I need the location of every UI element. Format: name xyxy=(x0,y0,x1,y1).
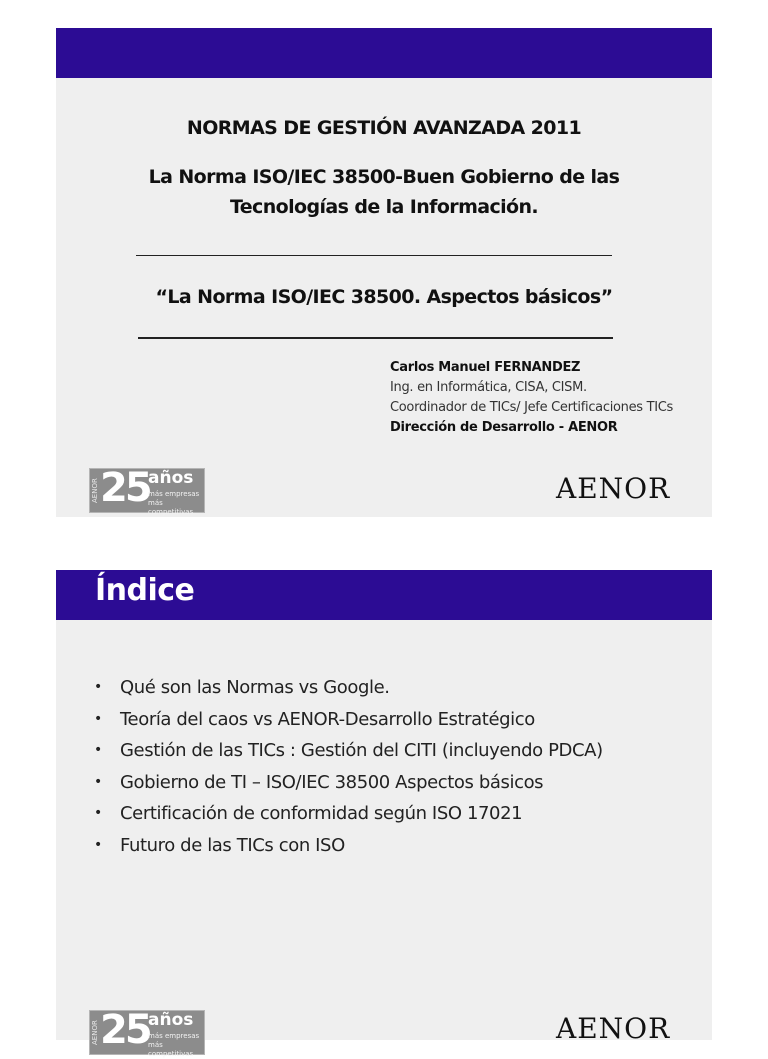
logo-tagline-1: más empresas xyxy=(148,490,200,498)
presentation-quote: “La Norma ISO/IEC 38500. Aspectos básicos” xyxy=(155,286,613,308)
anniversary-logo xyxy=(89,1007,205,1058)
logo-word: años xyxy=(148,1010,194,1030)
logo-tagline xyxy=(148,1032,204,1059)
author-block xyxy=(390,358,673,438)
list-item: • Teoría del caos vs AENOR-Desarrollo Estratégico xyxy=(92,704,603,736)
bullet-icon: • xyxy=(94,710,102,727)
list-item: • Gestión de las TICs : Gestión del CITI (incluyendo PDCA) xyxy=(92,735,603,767)
logo-tagline-2: más competitivas xyxy=(148,499,194,516)
divider-bottom xyxy=(138,337,613,339)
logo-tagline-2: más competitivas xyxy=(148,1041,194,1058)
bullet-icon: • xyxy=(94,742,102,758)
aenor-brand-logo: AENOR xyxy=(556,1012,671,1045)
logo-side-text: AENOR xyxy=(91,478,99,504)
slide-index xyxy=(56,570,712,1058)
aenor-brand-logo: AENOR xyxy=(556,472,671,505)
bullet-icon: • xyxy=(94,805,102,821)
presentation-subtitle xyxy=(56,162,712,222)
list-item: • Qué son las Normas vs Google. xyxy=(92,672,603,704)
logo-word: años xyxy=(148,468,194,488)
author-role: Coordinador de TICs/ Jefe Certificaciones TICs xyxy=(390,400,674,415)
bullet-icon: • xyxy=(94,836,102,853)
bullet-icon: • xyxy=(94,773,102,790)
course-heading: NORMAS DE GESTIÓN AVANZADA 2011 xyxy=(186,117,582,139)
divider-top xyxy=(136,255,612,256)
logo-number: 25 xyxy=(100,1007,150,1053)
author-department: Dirección de Desarrollo - AENOR xyxy=(390,420,618,435)
author-name: Carlos Manuel FERNANDEZ xyxy=(390,360,581,375)
anniversary-logo xyxy=(89,465,205,516)
slide-title: Índice xyxy=(95,573,195,608)
index-list xyxy=(92,672,603,861)
subtitle-line-2: Tecnologías de la Información. xyxy=(229,196,539,218)
list-item: • Gobierno de TI – ISO/IEC 38500 Aspectos básicos xyxy=(92,767,603,799)
list-item: • Certificación de conformidad según ISO 17021 xyxy=(92,798,603,830)
logo-number: 25 xyxy=(100,465,150,511)
bullet-icon: • xyxy=(94,679,102,695)
header-band xyxy=(56,570,712,620)
slide-title xyxy=(56,28,712,517)
logo-side-text: AENOR xyxy=(91,1020,99,1046)
logo-tagline-1: más empresas xyxy=(148,1032,200,1040)
logo-tagline xyxy=(148,490,204,517)
header-band xyxy=(56,28,712,78)
list-item: • Futuro de las TICs con ISO xyxy=(92,830,603,862)
author-degree: Ing. en Informática, CISA, CISM. xyxy=(390,380,587,395)
subtitle-line-1: La Norma ISO/IEC 38500-Buen Gobierno de las xyxy=(148,166,620,188)
